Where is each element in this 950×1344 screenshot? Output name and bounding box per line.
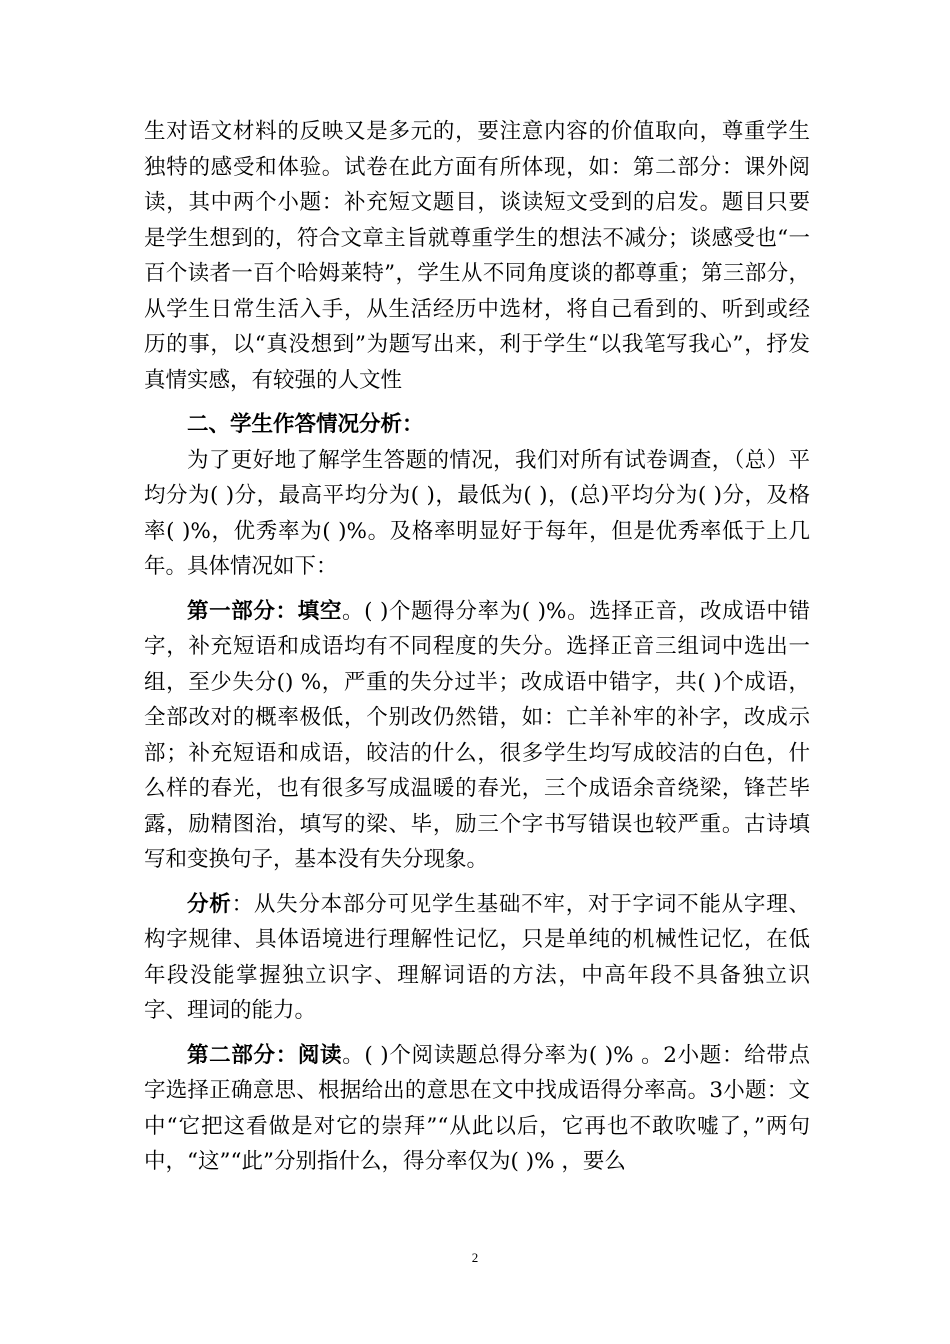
paragraph-part-one-fill-in	[144, 594, 810, 878]
paragraph-label: 第一部分：填空	[187, 598, 342, 624]
paragraph-intro-continuation: 生对语文材料的反映又是多元的，要注意内容的价值取向，尊重学生独特的感受和体验。试卷在此方面有所体现，如：第二部分：课外阅读，其中两个小题：补充短文题目，谈读短文受到的启发。题目只要是学生想到的，符合文章主旨就尊重学生的想法不减分；谈感受也“一百个读者一百个哈姆莱特”，学生从不同角度谈的都尊重；第三部分，从学生日常生活入手，从生活经历中选材，将自己看到的、听到或经历的事，以“真没想到”为题写出来，利于学生“以我笔写我心”，抒发真情实感，有较强的人文性	[144, 119, 810, 393]
paragraph-part-two-reading	[144, 1038, 810, 1180]
page-number: 2	[471, 1250, 479, 1265]
paragraph-score-overview: 为了更好地了解学生答题的情况，我们对所有试卷调查，（总）平均分为( )分，最高平均分为( )，最低为( )，(总)平均分为( )分，及格率( )%，优秀率为( )%。及格率明显好于每年，但是优秀率低于上几年。具体情况如下：	[144, 447, 810, 579]
document-body	[144, 114, 810, 1180]
section-heading-answer-analysis: 二、学生作答情况分析：	[187, 412, 424, 437]
paragraph-body: ：从失分本部分可见学生基础不牢，对于字词不能从字理、构字规律、具体语境进行理解性记忆，只是单纯的机械性记忆，在低年段没能掌握独立识字、理解词语的方法，中高年段不具备独立识字、理词的能力。	[144, 891, 810, 1023]
paragraph-body: 。( )个题得分率为( )%。选择正音，改成语中错字，补充短语和成语均有不同程度的失分。选择正音三组词中选出一组，至少失分() %，严重的失分过半；改成语中错字，共( )个成语，全部改对的概率极低，个别改仍然错，如：亡羊补牢的补字，改成示部；补充短语和成语，皎洁的什么，很多学生均写成皎洁的白色，什么样的春光，也有很多写成温暖的春光，三个成语余音绕梁，锋芒毕露，励精图治，填写的梁、毕，励三个字书写错误也较严重。古诗填写和变换句子，基本没有失分现象。	[144, 598, 810, 872]
paragraph-label: 第二部分：阅读	[187, 1042, 343, 1068]
paragraph-label: 分析	[187, 891, 232, 917]
paragraph-analysis	[144, 887, 810, 1029]
paragraph-body: 。( )个阅读题总得分率为( )% 。2小题：给带点字选择正确意思、根据给出的意思在文中找成语得分率高。3小题：文中“它把这看做是对它的崇拜”“从此以后，它再也不敢吹嘘了，”两句中，“这”“此”分别指什么，得分率仅为( )% ，要么	[144, 1042, 810, 1174]
